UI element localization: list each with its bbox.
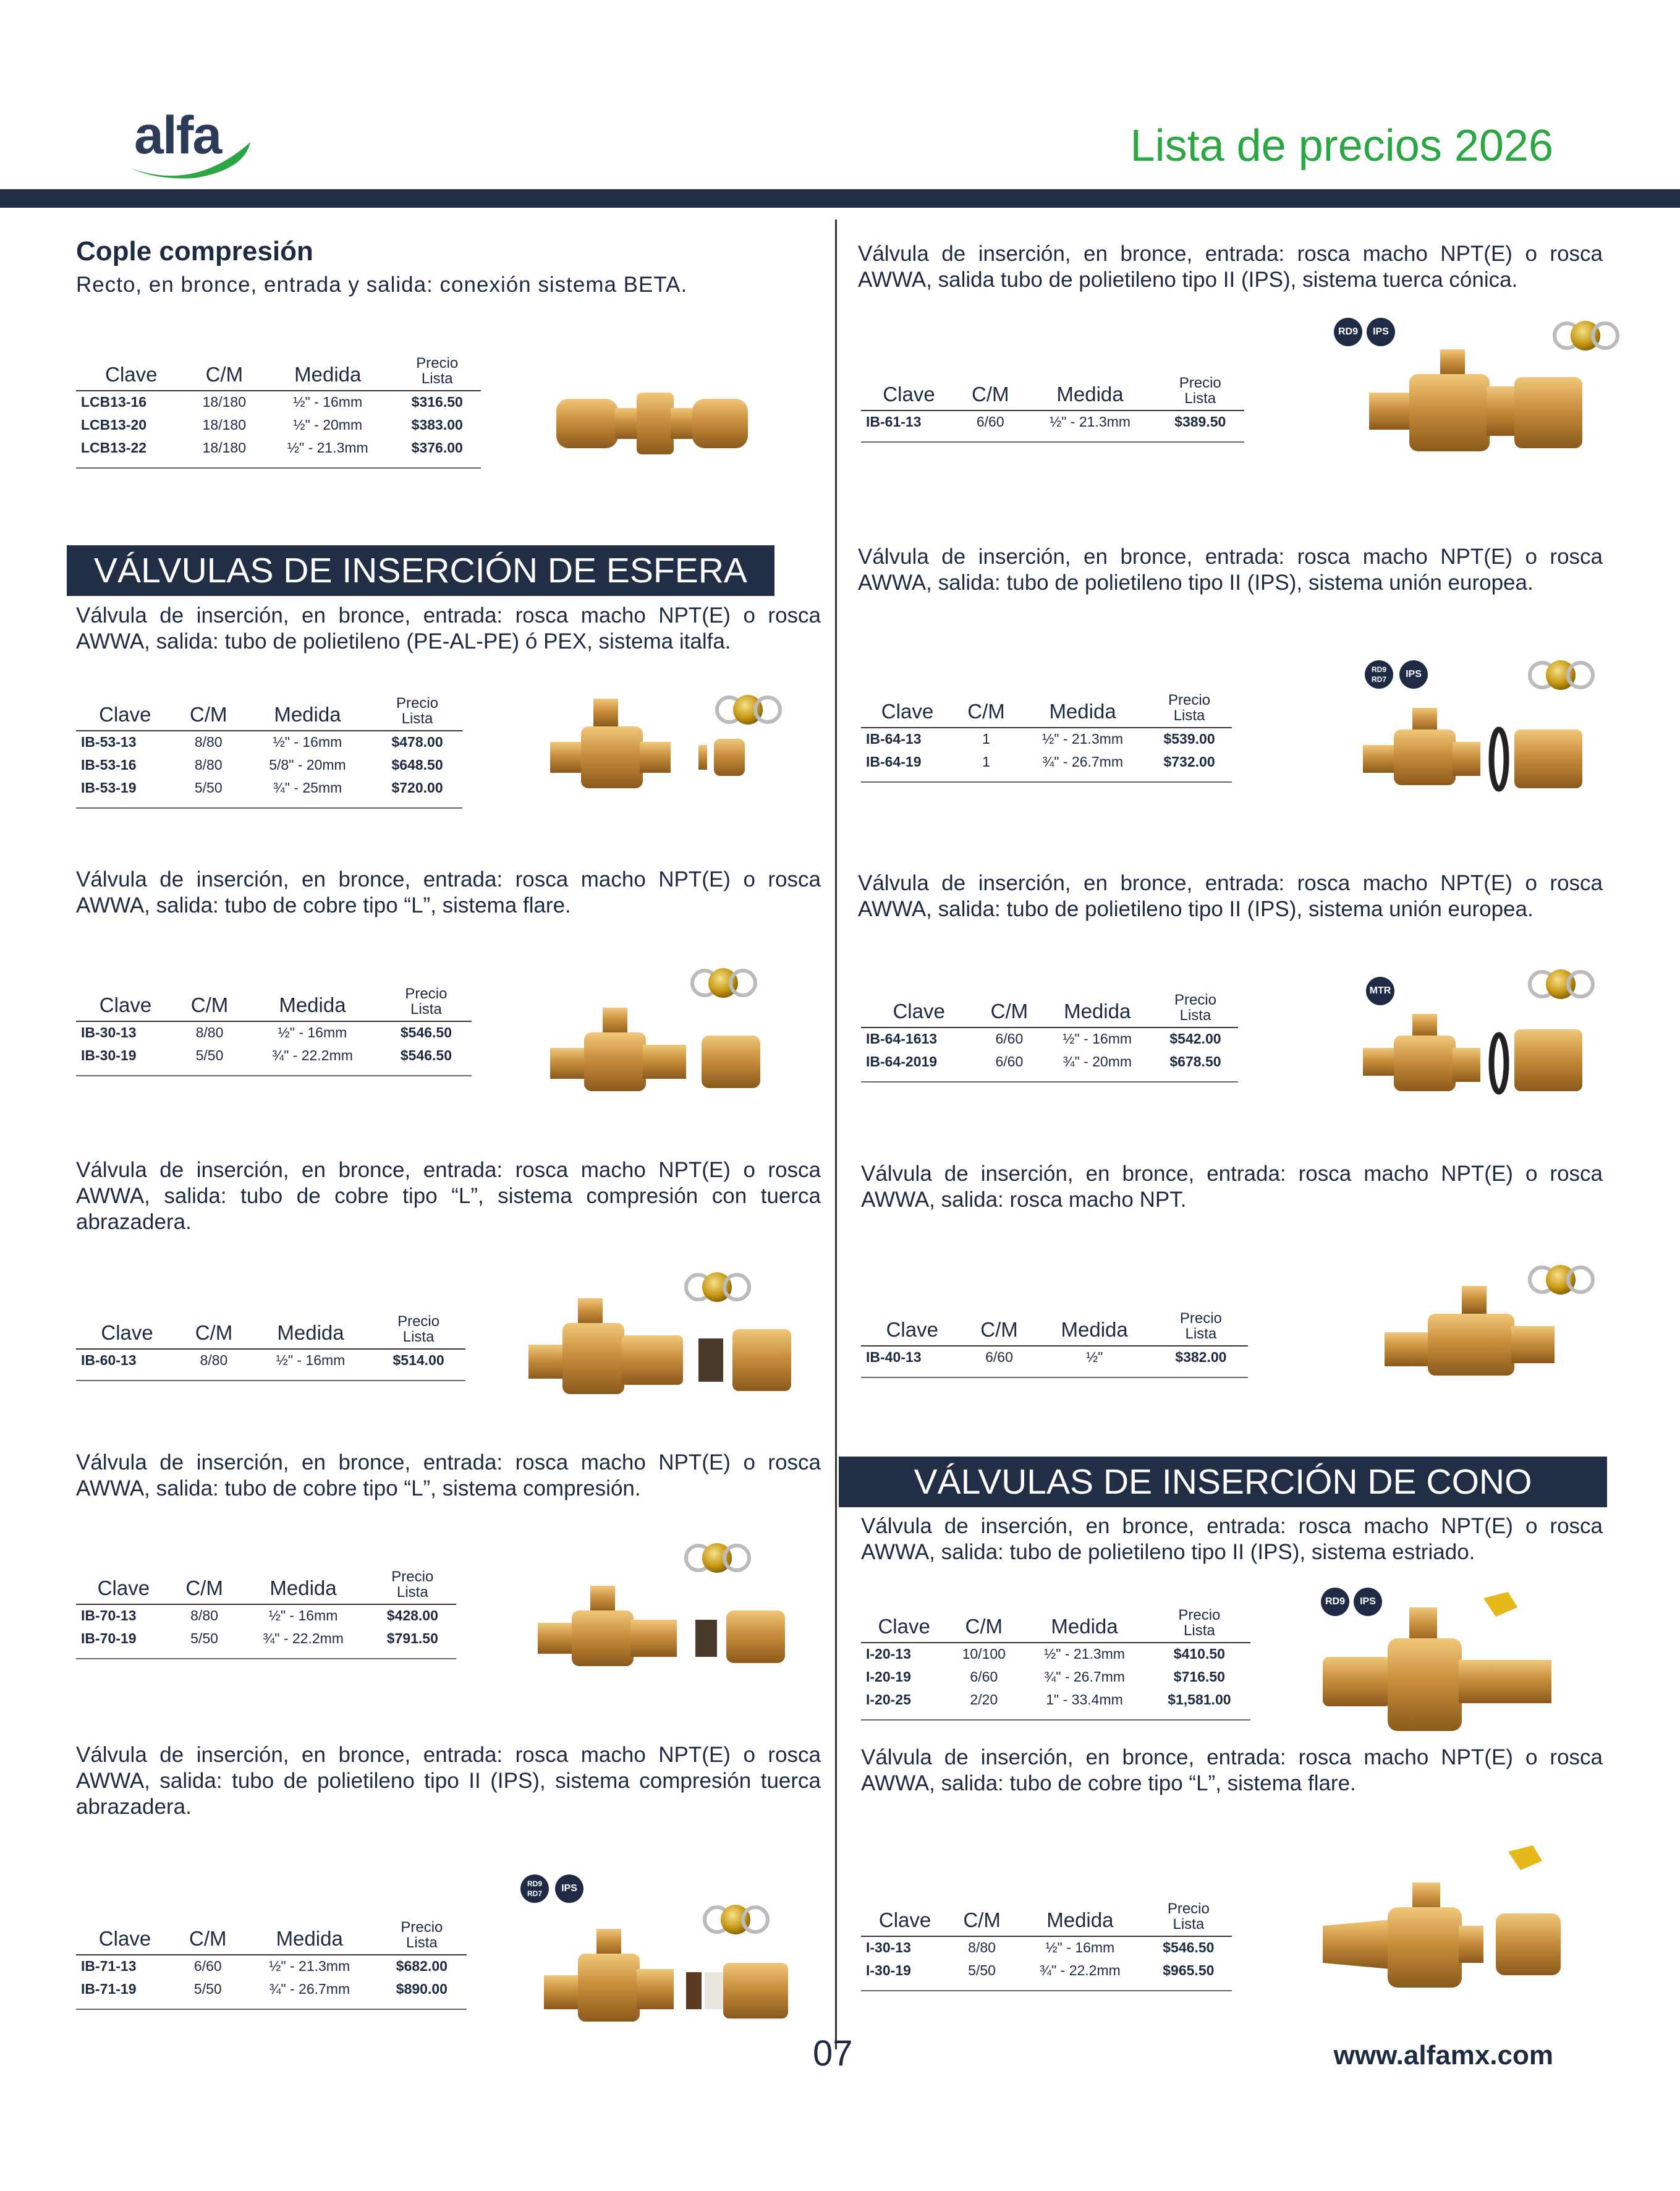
ips-badge: IPS	[555, 1874, 583, 1903]
table-row: IB-60-13 8/80 ½" - 16mm $514.00	[76, 1349, 465, 1381]
price-table	[861, 1901, 1232, 1991]
ips-badge: IPS	[1367, 318, 1395, 346]
table-row: I-30-13 8/80 ½" - 16mm $546.50	[866, 1939, 1215, 1955]
valve-image	[544, 964, 804, 1094]
price-table	[76, 1920, 467, 2010]
table-row: I-20-13 10/100 ½" - 21.3mm $410.50	[866, 1646, 1225, 1662]
product-description: Válvula de inserción, en bronce, entrada: rosca macho NPT(E) o rosca AWWA, salida: tubo de polietileno tipo II (IPS), sistema compresión tuerca abrazadera.	[76, 1743, 821, 1819]
rd9-badge: RD9	[1334, 318, 1362, 346]
valve-image	[538, 1904, 804, 2037]
table-row: IB-30-19 5/50 ¾" - 22.2mm $546.50	[76, 1045, 472, 1076]
product-description: Válvula de inserción, en bronce, entrada: rosca macho NPT(E) o rosca AWWA, salida: tubo de polietileno (PE-AL-PE) ó PEX, sistema italfa.	[76, 603, 821, 653]
product-description: Válvula de inserción, en bronce, entrada: rosca macho NPT(E) o rosca AWWA, salida: tubo de cobre tipo “L”, sistema compresión.	[76, 1450, 821, 1500]
col-precio: Precio Lista	[381, 986, 472, 1021]
table-row: I-20-25 2/20 1" - 33.4mm $1,581.00	[861, 1689, 1250, 1720]
col-medida: Medida	[1042, 992, 1152, 1027]
col-clave: Clave	[861, 692, 954, 728]
brand-swoosh-icon	[127, 99, 263, 185]
header-bar	[0, 189, 1680, 208]
product-description: Válvula de inserción, en bronce, entrada: rosca macho NPT(E) o rosca AWWA, salida: tubo de cobre tipo “L”, sistema flare.	[76, 867, 821, 917]
col-clave: Clave	[76, 1569, 171, 1604]
col-precio: Precio Lista	[1156, 375, 1244, 411]
ips-badge: IPS	[1354, 1588, 1382, 1616]
col-cm: C/M	[174, 1920, 242, 1955]
table-row: IB-53-16 8/80 5/8" - 20mm $648.50	[81, 757, 443, 773]
website-link[interactable]: www.alfamx.com	[1333, 2040, 1553, 2070]
col-precio: Precio Lista	[1154, 1311, 1248, 1346]
table-row: IB-61-13 6/60 ½" - 21.3mm $389.50	[861, 411, 1244, 442]
price-table	[861, 375, 1244, 443]
page-number: 07	[813, 2033, 853, 2074]
col-medida: Medida	[250, 1314, 371, 1349]
col-medida: Medida	[1035, 1311, 1153, 1346]
col-medida: Medida	[1020, 1607, 1148, 1643]
price-table	[76, 986, 472, 1076]
table-row: IB-64-13 1 ½" - 21.3mm $539.00	[866, 731, 1215, 747]
brand-wordmark: alfa	[134, 106, 221, 165]
rd9-rd7-badge: RD9 RD7	[1365, 660, 1393, 689]
col-clave: Clave	[861, 1901, 949, 1936]
table-row: IB-53-13 8/80 ½" - 16mm $478.00	[81, 734, 443, 750]
col-cm: C/M	[178, 1314, 250, 1349]
table-row: IB-64-1613 6/60 ½" - 16mm $542.00	[866, 1031, 1221, 1047]
col-medida: Medida	[243, 696, 372, 731]
col-cm: C/M	[957, 375, 1024, 411]
col-medida: Medida	[1019, 692, 1147, 728]
valve-image	[1360, 964, 1619, 1097]
col-precio: Precio Lista	[1153, 992, 1238, 1027]
table-row: IB-71-13 6/60 ½" - 21.3mm $682.00	[81, 1958, 448, 1974]
col-medida: Medida	[242, 1920, 377, 1955]
col-medida: Medida	[1015, 1901, 1145, 1936]
col-medida: Medida	[1024, 375, 1156, 411]
section-heading: Cople compresión	[76, 236, 313, 266]
product-description: Válvula de inserción, en bronce, entrada: rosca macho NPT(E) o rosca AWWA, salida: tubo de cobre tipo “L”, sistema compresión con tuerca abrazadera.	[76, 1158, 821, 1234]
ips-badge: IPS	[1399, 660, 1428, 689]
valve-image	[1360, 655, 1619, 794]
col-cm: C/M	[954, 692, 1019, 728]
table-row: IB-70-13 8/80 ½" - 16mm $428.00	[81, 1607, 438, 1623]
rd9-rd7-badge: RD9 RD7	[520, 1874, 549, 1903]
col-clave: Clave	[76, 696, 174, 731]
valve-image	[1310, 1839, 1601, 1994]
price-table	[861, 1311, 1248, 1378]
col-precio: Precio Lista	[1148, 1607, 1250, 1643]
col-medida: Medida	[244, 986, 381, 1021]
col-cm: C/M	[947, 1607, 1020, 1643]
col-medida: Medida	[237, 1569, 368, 1604]
col-precio: Precio Lista	[1145, 1901, 1232, 1936]
table-row: I-30-19 5/50 ¾" - 22.2mm $965.50	[861, 1960, 1232, 1991]
col-clave: Clave	[861, 1311, 964, 1346]
table-row: LCB13-20 18/180 ½" - 20mm $383.00	[81, 417, 463, 433]
valve-image	[1378, 1261, 1619, 1379]
product-description: Válvula de inserción, en bronce, entrada: rosca macho NPT(E) o rosca AWWA, salida tubo de polietileno tipo II (IPS), sistema tuerca cónica.	[858, 242, 1603, 292]
table-row: IB-40-13 6/60 ½" $382.00	[861, 1346, 1248, 1377]
col-clave: Clave	[861, 375, 957, 411]
col-medida: Medida	[262, 355, 393, 391]
section-banner-cono: VÁLVULAS DE INSERCIÓN DE CONO	[839, 1457, 1607, 1507]
col-cm: C/M	[949, 1901, 1015, 1936]
col-clave: Clave	[76, 355, 187, 391]
table-row: IB-70-19 5/50 ¾" - 22.2mm $791.50	[76, 1628, 456, 1659]
price-table	[76, 696, 462, 809]
col-cm: C/M	[964, 1311, 1035, 1346]
table-row: I-20-19 6/60 ¾" - 26.7mm $716.50	[866, 1669, 1225, 1685]
price-table	[76, 1569, 456, 1659]
coupling-image	[550, 383, 754, 464]
product-description: Válvula de inserción, en bronce, entrada: rosca macho NPT(E) o rosca AWWA, salida: tubo de polietileno tipo II (IPS), sistema estriado.	[861, 1514, 1603, 1564]
col-cm: C/M	[175, 986, 244, 1021]
price-table	[76, 1314, 465, 1381]
col-cm: C/M	[174, 696, 243, 731]
table-row: LCB13-22 18/180 ½" - 21.3mm $376.00	[76, 437, 481, 468]
table-row: IB-53-19 5/50 ¾" - 25mm $720.00	[76, 777, 462, 808]
table-row: IB-64-2019 6/60 ¾" - 20mm $678.50	[861, 1051, 1238, 1082]
valve-image	[1310, 1583, 1601, 1737]
col-precio: Precio Lista	[369, 1569, 456, 1604]
document-title: Lista de precios 2026	[1130, 121, 1553, 171]
col-clave: Clave	[861, 1607, 947, 1643]
valve-image	[519, 1267, 804, 1403]
table-row: IB-64-19 1 ¾" - 26.7mm $732.00	[861, 751, 1232, 782]
product-description: Válvula de inserción, en bronce, entrada: rosca macho NPT(E) o rosca AWWA, salida: tubo de polietileno tipo II (IPS), sistema unión europea.	[858, 871, 1603, 921]
product-description: Válvula de inserción, en bronce, entrada: rosca macho NPT(E) o rosca AWWA, salida: tubo de cobre tipo “L”, sistema flare.	[861, 1745, 1603, 1795]
col-clave: Clave	[861, 992, 977, 1027]
col-clave: Clave	[76, 986, 175, 1021]
col-precio: Precio Lista	[372, 696, 462, 731]
brand-logo	[127, 99, 263, 185]
col-precio: Precio Lista	[1147, 692, 1232, 728]
price-table	[861, 692, 1232, 783]
mtr-badge: MTR	[1366, 977, 1394, 1005]
valve-image	[532, 1539, 804, 1672]
col-cm: C/M	[171, 1569, 238, 1604]
product-description: Válvula de inserción, en bronce, entrada: rosca macho NPT(E) o rosca AWWA, salida: rosca macho NPT.	[861, 1162, 1603, 1212]
column-divider	[835, 219, 837, 2049]
table-row: LCB13-16 18/180 ½" - 16mm $316.50	[81, 394, 463, 410]
price-table	[861, 992, 1238, 1083]
price-table	[861, 1607, 1250, 1721]
price-table	[76, 355, 481, 469]
table-row: IB-71-19 5/50 ¾" - 26.7mm $890.00	[76, 1978, 467, 2009]
col-precio: Precio Lista	[394, 355, 482, 391]
section-banner-esfera: VÁLVULAS DE INSERCIÓN DE ESFERA	[67, 545, 774, 596]
valve-image	[1360, 318, 1619, 461]
table-row: IB-30-13 8/80 ½" - 16mm $546.50	[81, 1024, 452, 1040]
col-clave: Clave	[76, 1314, 178, 1349]
valve-image	[544, 686, 804, 798]
col-precio: Precio Lista	[377, 1920, 467, 1955]
col-cm: C/M	[187, 355, 262, 391]
col-cm: C/M	[977, 992, 1042, 1027]
col-clave: Clave	[76, 1920, 174, 1955]
product-description: Recto, en bronce, entrada y salida: conexión sistema BETA.	[76, 273, 688, 297]
col-precio: Precio Lista	[371, 1314, 465, 1349]
product-description: Válvula de inserción, en bronce, entrada: rosca macho NPT(E) o rosca AWWA, salida: tubo de polietileno tipo II (IPS), sistema unión europea.	[858, 545, 1603, 595]
rd9-badge: RD9	[1321, 1588, 1349, 1616]
